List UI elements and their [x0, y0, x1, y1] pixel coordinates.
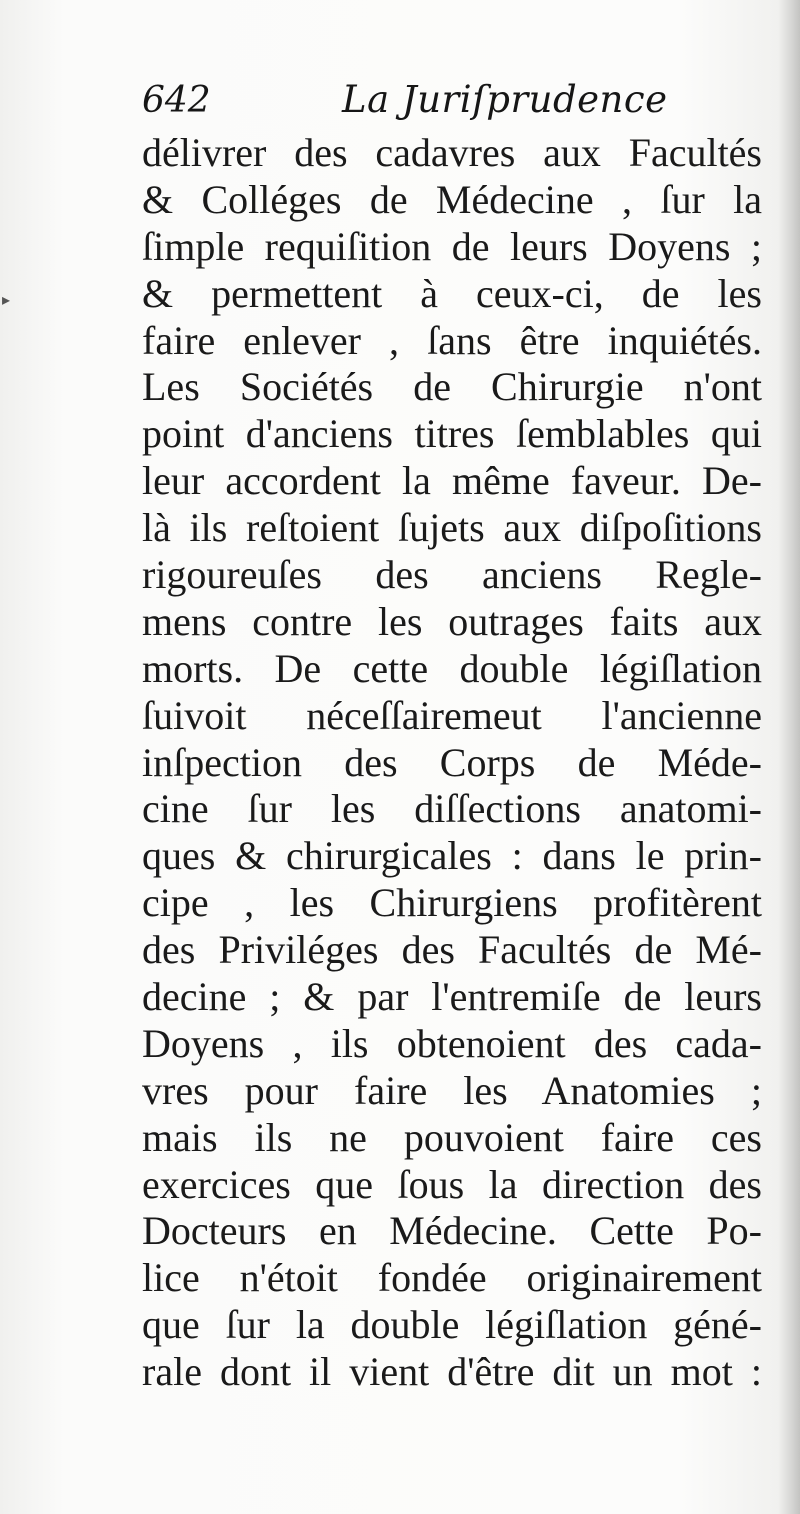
text-line: rale dont il vient d'être dit un mot :	[142, 1349, 762, 1395]
text-line: cine ſur les diſſections anatomi-	[142, 786, 762, 832]
text-line: faire enlever , ſans être inquiétés.	[142, 317, 762, 363]
text-line: là ils reſtoient ſujets aux diſpoſitions	[142, 505, 762, 551]
text-line: lice n'étoit fondée originairement	[142, 1255, 762, 1301]
text-line: cipe , les Chirurgiens profitèrent	[142, 880, 762, 926]
text-line: ſimple requiſition de leurs Doyens ;	[142, 223, 762, 269]
margin-mark: ▸	[2, 290, 11, 309]
text-line: decine ; & par l'entremiſe de leurs	[142, 974, 762, 1020]
text-line: Docteurs en Médecine. Cette Po-	[142, 1208, 762, 1254]
text-line: morts. De cette double légiſlation	[142, 645, 762, 691]
text-line: inſpection des Corps de Méde-	[142, 739, 762, 785]
text-line: leur accordent la même faveur. De-	[142, 458, 762, 504]
page-header	[142, 72, 762, 130]
text-line: & permettent à ceux-ci, de les	[142, 270, 762, 316]
text-line: Doyens , ils obtenoient des cada-	[142, 1020, 762, 1066]
text-line: mais ils ne pouvoient faire ces	[142, 1114, 762, 1160]
text-line: vres pour faire les Anatomies ;	[142, 1067, 762, 1113]
body-text	[142, 130, 762, 1396]
text-line: ques & chirurgicales : dans le prin-	[142, 833, 762, 879]
text-line: rigoureuſes des anciens Regle-	[142, 552, 762, 598]
text-line: Les Sociétés de Chirurgie n'ont	[142, 364, 762, 410]
text-line: exercices que ſous la direction des	[142, 1161, 762, 1207]
text-line: & Colléges de Médecine , ſur la	[142, 176, 762, 222]
running-title: La Juriſprudence	[342, 78, 668, 121]
page-number: 642	[142, 80, 211, 121]
page-gutter-shadow	[778, 0, 800, 1514]
text-line: ſuivoit néceſſairemeut l'ancienne	[142, 692, 762, 738]
text-line: point d'anciens titres ſemblables qui	[142, 411, 762, 457]
text-line: que ſur la double légiſlation géné-	[142, 1302, 762, 1348]
text-line: des Priviléges des Facultés de Mé-	[142, 927, 762, 973]
text-line: délivrer des cadavres aux Facultés	[142, 130, 762, 175]
text-line: mens contre les outrages faits aux	[142, 598, 762, 644]
